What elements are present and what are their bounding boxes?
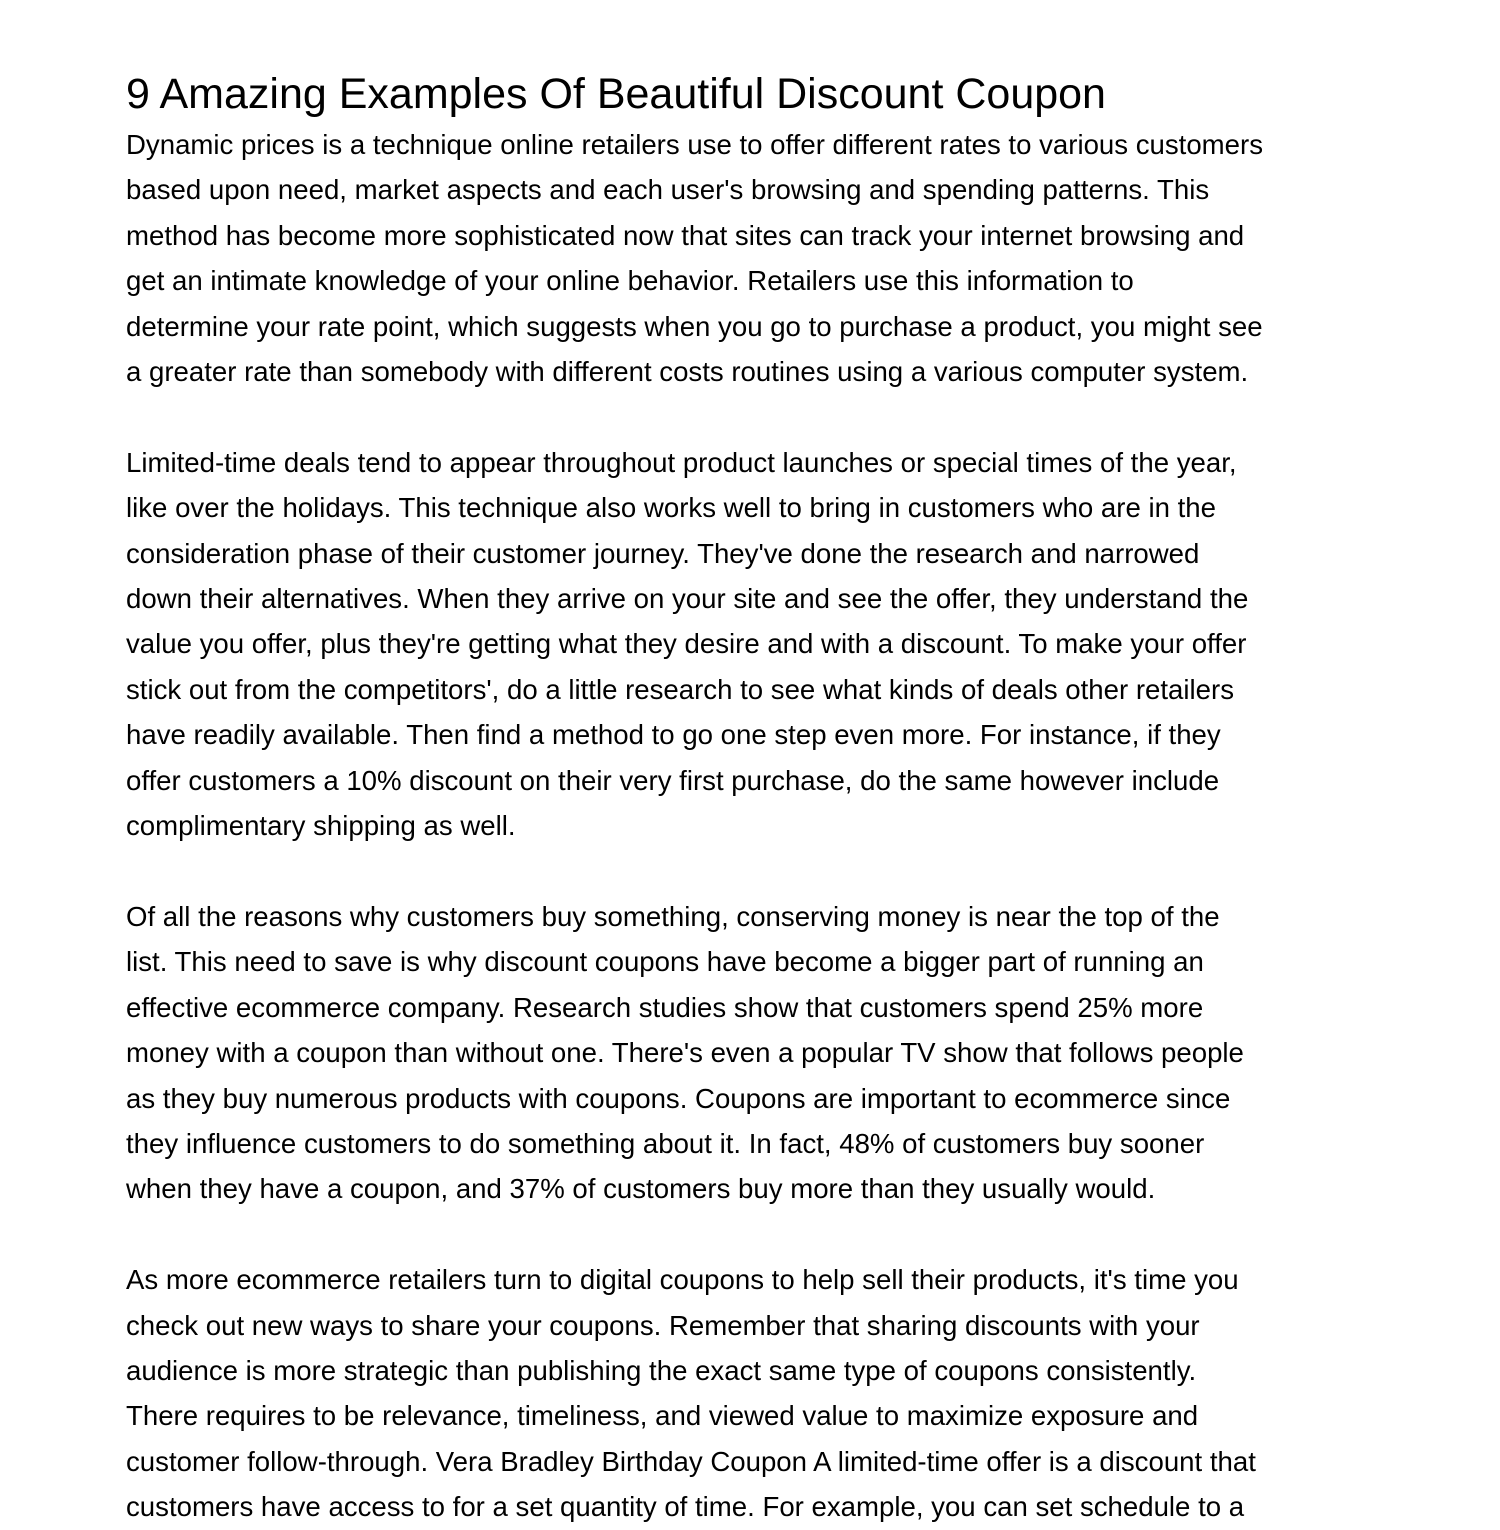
paragraph-line: determine your rate point, which suggests when you go to purchase a product, you might see [126,310,1263,342]
paragraph-line: like over the holidays. This technique also works well to bring in customers who are in the [126,492,1216,524]
paragraph-line: have readily available. Then find a method to go one step even more. For instance, if they [126,719,1221,751]
paragraph-line: based upon need, market aspects and each user's browsing and spending patterns. This [126,174,1210,206]
paragraph-line: customers have access to for a set quantity of time. For example, you can set schedule to a [126,1491,1245,1523]
paragraph-line: Of all the reasons why customers buy something, conserving money is near the top of the [126,900,1220,932]
paragraph-line: offer customers a 10% discount on their very first purchase, do the same however include [126,764,1220,796]
paragraph-line: list. This need to save is why discount coupons have become a bigger part of running an [126,946,1204,978]
paragraph-line: a greater rate than somebody with different costs routines using a various computer system. [126,356,1249,388]
paragraph-line: down their alternatives. When they arrive on your site and see the offer, they understand the [126,583,1249,615]
paragraph-line: stick out from the competitors', do a little research to see what kinds of deals other retailers [126,673,1234,705]
paragraph-line: method has become more sophisticated now that sites can track your internet browsing and [126,219,1245,251]
paragraph-line: as they buy numerous products with coupons. Coupons are important to ecommerce since [126,1082,1231,1114]
paragraph-line: get an intimate knowledge of your online behavior. Retailers use this information to [126,265,1134,297]
paragraph-line: effective ecommerce company. Research studies show that customers spend 25% more [126,991,1204,1023]
paragraph-1 [126,122,1386,394]
paragraph-line: As more ecommerce retailers turn to digital coupons to help sell their products, it's time you [126,1264,1239,1296]
paragraph-line: Limited-time deals tend to appear throughout product launches or special times of the year, [126,446,1237,478]
paragraph-line: value you offer, plus they're getting what they desire and with a discount. To make your offer [126,628,1247,660]
paragraph-line: when they have a coupon, and 37% of customers buy more than they usually would. [126,1173,1156,1205]
paragraph-line: Dynamic prices is a technique online retailers use to offer different rates to various customers [126,129,1264,160]
paragraph-2 [126,440,1386,849]
paragraph-line: consideration phase of their customer journey. They've done the research and narrowed [126,537,1200,569]
document-title: 9 Amazing Examples Of Beautiful Discount Coupon [126,70,1106,118]
paragraph-line: customer follow-through. Vera Bradley Birthday Coupon A limited-time offer is a discount that [126,1445,1256,1477]
paragraph-4 [126,1257,1386,1529]
paragraph-line: money with a coupon than without one. There's even a popular TV show that follows people [126,1037,1244,1069]
document-content [126,66,1386,1530]
paragraph-line: check out new ways to share your coupons. Remember that sharing discounts with your [126,1309,1200,1341]
paragraph-line: audience is more strategic than publishing the exact same type of coupons consistently. [126,1354,1197,1386]
paragraph-3 [126,894,1386,1212]
paragraph-line: they influence customers to do something about it. In fact, 48% of customers buy sooner [126,1127,1205,1159]
paragraph-line: There requires to be relevance, timeliness, and viewed value to maximize exposure and [126,1400,1199,1432]
paragraph-line: complimentary shipping as well. [126,810,516,842]
